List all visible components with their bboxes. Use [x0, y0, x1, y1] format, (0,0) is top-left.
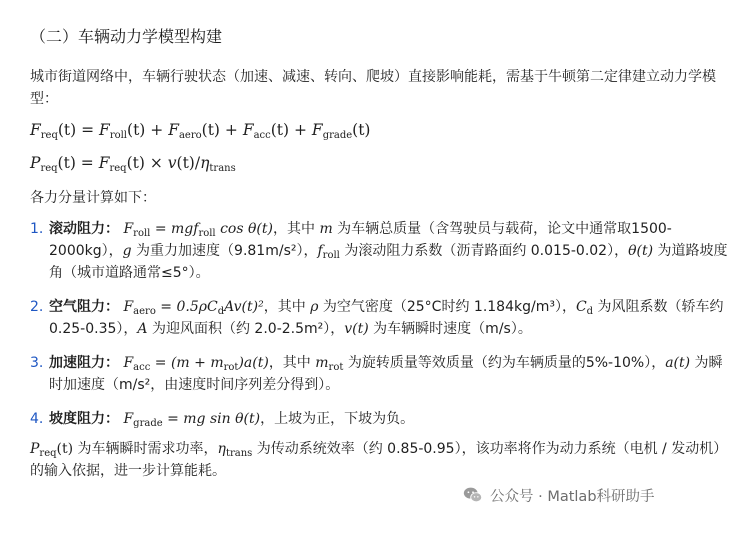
force-component-list [30, 218, 730, 482]
term-label: 坡度阻力 [49, 411, 105, 427]
closing-paragraph: $P_{req}(t)$ 为车辆瞬时需求功率，$\eta_{trans}$ 为传动系统效率（约 0.85-0.95），该功率将作为动力系统（电机 / 发动机）的输入依据，进一步计算能耗。 [30, 441, 728, 479]
force-equation: $F_{req}(t) = F_{roll}(t) + F_{aero}(t) + F_{acc}(t) + F_{grade}(t)$ [30, 121, 371, 141]
list-item-acceleration: 3. 加速阻力： $F_{acc} = (m + m_{rot})a(t)$，其中 $m_{rot}$ 为旋转质量等效质量（约为车辆质量的5%-10%），a(t) 为瞬时加速度（m/s²，由速度时间序列差分得到）。 [30, 352, 730, 396]
term-label: 加速阻力 [49, 355, 105, 371]
list-item-grade: 4. 坡度阻力： $F_{grade}$ = mg sin θ(t)，上坡为正，下坡为负。 [30, 408, 730, 430]
watermark-text: 公众号 · Matlab科研助手 [490, 488, 655, 505]
list-item-rolling: 1. 滚动阻力： $F_{roll} = mgf_{roll}$ cos θ(t)，其中 m 为车辆总质量（含驾驶员与载荷，论文中通常取1500-2000kg），g 为重力加速度（9.81m/s²），$f_{roll}$ 为滚动阻力系数（沥青路面约 0.015-0.02），θ(t) 为道路坡度角（城市道路通常≤5°）。 [30, 218, 730, 284]
term-label: 滚动阻力 [49, 221, 105, 237]
term-label: 空气阻力 [49, 299, 105, 315]
lead-text: 各力分量计算如下： [30, 190, 156, 206]
list-item-aero: 2. 空气阻力： $F_{aero} = 0.5\rho C_dAv(t)^2$，其中 ρ 为空气密度（25°C时约 1.184kg/m³），$C_d$ 为风阻系数（轿车约 0.25-0.35），A 为迎风面积（约 2.0-2.5m²），v(t) 为车辆瞬时速度（m/s）。 [30, 296, 730, 340]
wechat-icon [462, 484, 484, 506]
section-heading: （二）车辆动力学模型构建 [30, 27, 223, 46]
power-equation: $P_{req}(t) = F_{req}(t) \times v(t)/\eta_{trans}$ [30, 154, 236, 174]
list-number: 4. [30, 411, 44, 427]
intro-paragraph: 城市街道网络中，车辆行驶状态（加速、减速、转向、爬坡）直接影响能耗，需基于牛顿第二定律建立动力学模型： [30, 69, 716, 107]
list-number: 1. [30, 221, 44, 237]
list-number: 2. [30, 299, 44, 315]
list-number: 3. [30, 355, 44, 371]
watermark [462, 484, 655, 506]
